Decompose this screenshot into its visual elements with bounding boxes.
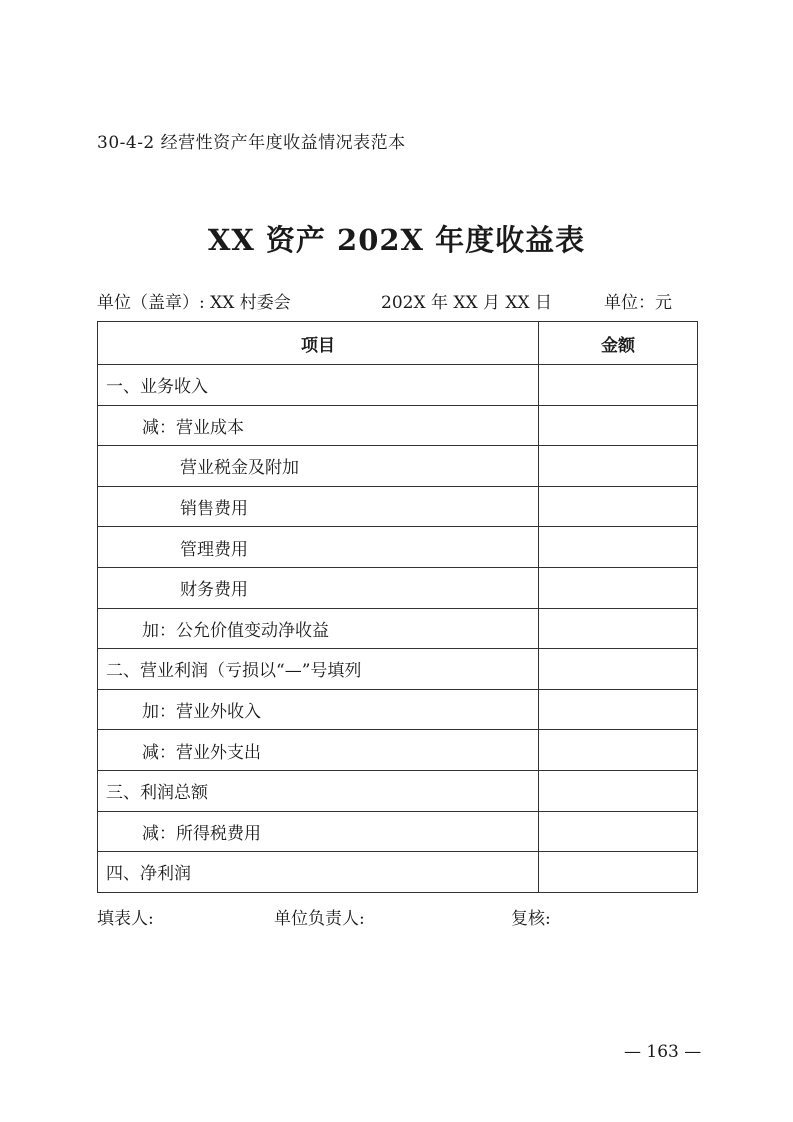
table-row [98,649,698,690]
amount-cell [539,405,698,446]
meta-date: 202X 年 XX 月 XX 日 [381,293,552,313]
table-row [98,811,698,852]
document-title: XX 资产 202X 年度收益表 [207,223,586,257]
amount-cell [539,608,698,649]
table-row [98,852,698,893]
table-row [98,770,698,811]
table-row [98,486,698,527]
income-table [97,321,698,893]
meta-unit: 单位（盖章）: XX 村委会 [97,293,291,313]
header-amount: 金额 [539,322,698,365]
amount-cell [539,446,698,487]
amount-cell [539,365,698,406]
row-label: 营业税金及附加 [98,446,539,487]
amount-cell [539,567,698,608]
row-label: 财务费用 [98,567,539,608]
row-label: 减：营业成本 [98,405,539,446]
table-row [98,405,698,446]
row-label: 销售费用 [98,486,539,527]
table-row [98,689,698,730]
amount-cell [539,689,698,730]
meta-currency: 单位：元 [604,293,672,313]
signature-filler: 填表人: [97,909,154,929]
row-label: 加：公允价值变动净收益 [98,608,539,649]
row-label: 一、业务收入 [98,365,539,406]
amount-cell [539,730,698,771]
amount-cell [539,527,698,568]
table-row [98,730,698,771]
amount-cell [539,649,698,690]
row-label: 减：营业外支出 [98,730,539,771]
row-label: 二、营业利润（亏损以“—”号填列 [98,649,539,690]
row-label: 三、利润总额 [98,770,539,811]
row-label: 减：所得税费用 [98,811,539,852]
page-number: — 163 — [624,1042,702,1062]
table-row [98,608,698,649]
table-row [98,446,698,487]
signature-responsible: 单位负责人: [274,909,365,929]
amount-cell [539,852,698,893]
section-heading: 30-4-2 经营性资产年度收益情况表范本 [97,133,406,153]
table-row [98,365,698,406]
amount-cell [539,811,698,852]
amount-cell [539,486,698,527]
signature-reviewer: 复核: [511,909,551,929]
table-header-row [98,322,698,365]
amount-cell [539,770,698,811]
table-row [98,567,698,608]
table-row [98,527,698,568]
row-label: 四、净利润 [98,852,539,893]
row-label: 加：营业外收入 [98,689,539,730]
header-item: 项目 [98,322,539,365]
row-label: 管理费用 [98,527,539,568]
